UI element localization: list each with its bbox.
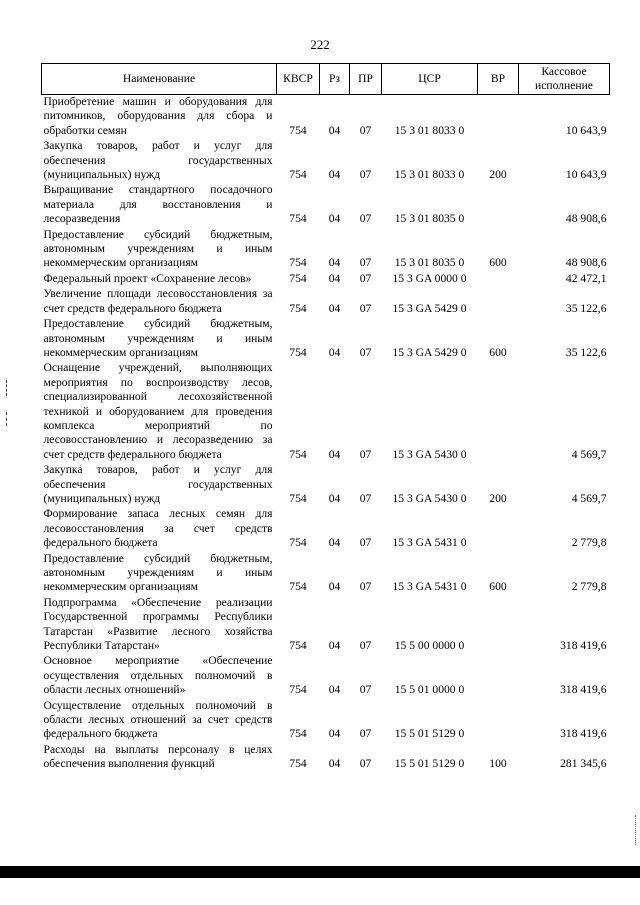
- scan-bottom-edge: [0, 866, 640, 878]
- cell-vr: [478, 95, 519, 140]
- cell-rz: 04: [328, 271, 341, 285]
- cell-rz: 04: [328, 757, 341, 771]
- cell-kvsr: 754: [289, 301, 307, 315]
- cell-csr: 15 3 01 8035 0: [394, 212, 465, 226]
- cell-csr: 15 3 GA 5430 0: [392, 447, 467, 461]
- cell-name: Выращивание стандартного посадочного материала для восстановления и лесоразведения: [43, 183, 273, 226]
- cell-amount: 48 908,6: [565, 256, 607, 270]
- cell-name: Приобретение машин и оборудования для питомников, оборудования для сбора и обработки семян: [43, 95, 273, 137]
- cell-name: Формирование запаса лесных семян для лесовосстановления за счет средств федерального бюджета: [43, 507, 273, 550]
- cell-kvsr: 754: [289, 757, 307, 771]
- cell-csr: 15 3 GA 5430 0: [392, 491, 467, 505]
- cell-name: Федеральный проект «Сохранение лесов»: [43, 271, 252, 285]
- header-name: Наименование: [42, 64, 277, 95]
- cell-vr: [478, 183, 519, 227]
- cell-kvsr: 754: [289, 168, 307, 182]
- cell-name: Осуществление отдельных полномочий в области лесных отношений за счет средств федерального бюджета: [43, 698, 273, 741]
- cell-csr: 15 5 00 0000 0: [394, 639, 465, 653]
- cell-pr: 07: [359, 683, 372, 697]
- table-row: [42, 228, 610, 272]
- cell-vr: [478, 699, 519, 743]
- cell-csr: 15 3 01 8033 0: [394, 123, 465, 137]
- header-amount: Кассовое исполнение: [519, 64, 610, 95]
- cell-csr: 15 3 GA 0000 0: [392, 271, 467, 285]
- table-row: [42, 463, 610, 507]
- cell-amount: 281 345,6: [560, 757, 607, 771]
- cell-kvsr: 754: [289, 727, 307, 741]
- header-rz: Рз: [320, 64, 350, 95]
- cell-rz: 04: [328, 639, 341, 653]
- table-row: [42, 139, 610, 183]
- cell-rz: 04: [328, 683, 341, 697]
- cell-pr: 07: [359, 491, 372, 505]
- cell-name: Закупка товаров, работ и услуг для обеспечения государственных (муниципальных) нужд: [43, 463, 273, 505]
- cell-pr: 07: [359, 256, 372, 270]
- cell-pr: 07: [359, 727, 372, 741]
- cell-csr: 15 5 01 0000 0: [394, 683, 465, 697]
- cell-amount: 42 472,1: [565, 271, 607, 285]
- table-row: [42, 272, 610, 287]
- cell-vr: 600: [489, 345, 507, 359]
- cell-name: Расходы на выплаты персоналу в целях обеспечения выполнения функций: [43, 742, 273, 771]
- table-header-row: [42, 64, 610, 95]
- cell-vr: [478, 654, 519, 698]
- cell-pr: 07: [359, 447, 372, 461]
- cell-amount: 4 569,7: [571, 491, 607, 505]
- cell-rz: 04: [328, 123, 341, 137]
- cell-amount: 318 419,6: [560, 683, 607, 697]
- cell-name: Подпрограмма «Обеспечение реализации Государственной программы Республики Татарстан «Развитие лесного хозяйства Республики Татарстан»: [43, 595, 273, 653]
- cell-kvsr: 754: [289, 271, 307, 285]
- scan-margin-mark: [6, 380, 7, 396]
- header-vr: ВР: [478, 64, 519, 95]
- table-row: [42, 95, 610, 140]
- cell-pr: 07: [359, 212, 372, 226]
- cell-pr: 07: [359, 345, 372, 359]
- cell-vr: [478, 287, 519, 317]
- table-row: [42, 287, 610, 317]
- header-pr: ПР: [350, 64, 382, 95]
- cell-rz: 04: [328, 168, 341, 182]
- cell-csr: 15 3 01 8035 0: [394, 256, 465, 270]
- cell-csr: 15 3 GA 5429 0: [392, 301, 467, 315]
- table-row: [42, 596, 610, 655]
- table-row: [42, 699, 610, 743]
- cell-amount: 35 122,6: [565, 301, 607, 315]
- cell-name: Оснащение учреждений, выполняющих мероприятия по воспроизводству лесов, специализированной лесохозяйственной техникой и оборудованием для проведения комплекса мероприятий по лесовосстановлению и лесоразведению за счет средств федерального бюджета: [43, 361, 273, 461]
- cell-amount: 48 908,6: [565, 212, 607, 226]
- cell-amount: 10 643,9: [565, 123, 607, 137]
- page-number: 222: [310, 37, 330, 52]
- cell-kvsr: 754: [289, 345, 307, 359]
- cell-rz: 04: [328, 580, 341, 594]
- cell-vr: [478, 361, 519, 463]
- cell-amount: 10 643,9: [565, 168, 607, 182]
- cell-kvsr: 754: [289, 212, 307, 226]
- cell-name: Предоставление субсидий бюджетным, автономным учреждениям и иным некоммерческим организациям: [43, 317, 273, 359]
- cell-rz: 04: [328, 345, 341, 359]
- cell-kvsr: 754: [289, 256, 307, 270]
- cell-rz: 04: [328, 491, 341, 505]
- table-row: [42, 654, 610, 698]
- cell-kvsr: 754: [289, 580, 307, 594]
- budget-table: [41, 63, 610, 773]
- cell-vr: 600: [489, 256, 507, 270]
- cell-pr: 07: [359, 536, 372, 550]
- cell-name: Основное мероприятие «Обеспечение осуществления отдельных полномочий в области лесных отношений»: [43, 654, 273, 697]
- cell-kvsr: 754: [289, 491, 307, 505]
- cell-rz: 04: [328, 536, 341, 550]
- cell-name: Закупка товаров, работ и услуг для обеспечения государственных (муниципальных) нужд: [43, 139, 273, 182]
- cell-vr: 200: [489, 168, 507, 182]
- cell-vr: 100: [489, 757, 507, 771]
- cell-kvsr: 754: [289, 683, 307, 697]
- cell-vr: 600: [489, 580, 507, 594]
- cell-csr: 15 5 01 5129 0: [394, 757, 465, 771]
- table-row: [42, 183, 610, 227]
- cell-pr: 07: [359, 639, 372, 653]
- cell-rz: 04: [328, 256, 341, 270]
- cell-vr: [478, 272, 519, 287]
- cell-amount: 35 122,6: [565, 345, 607, 359]
- cell-csr: 15 3 01 8033 0: [394, 168, 465, 182]
- cell-name: Увеличение площади лесовосстановления за счет средств федерального бюджета: [43, 287, 273, 315]
- cell-kvsr: 754: [289, 123, 307, 137]
- table-row: [42, 552, 610, 596]
- scan-edge-mark: [635, 815, 636, 845]
- cell-vr: 200: [489, 491, 507, 505]
- cell-pr: 07: [359, 168, 372, 182]
- header-kvsr: КВСР: [277, 64, 320, 95]
- cell-pr: 07: [359, 580, 372, 594]
- cell-kvsr: 754: [289, 639, 307, 653]
- cell-kvsr: 754: [289, 447, 307, 461]
- cell-rz: 04: [328, 301, 341, 315]
- cell-amount: 318 419,6: [560, 639, 607, 653]
- cell-pr: 07: [359, 301, 372, 315]
- cell-csr: 15 5 01 5129 0: [394, 727, 465, 741]
- cell-pr: 07: [359, 757, 372, 771]
- cell-name: Предоставление субсидий бюджетным, автономным учреждениям и иным некоммерческим организациям: [43, 227, 273, 270]
- cell-rz: 04: [328, 727, 341, 741]
- scan-margin-mark: [6, 412, 7, 426]
- cell-rz: 04: [328, 212, 341, 226]
- table-row: [42, 507, 610, 551]
- cell-csr: 15 3 GA 5429 0: [392, 345, 467, 359]
- cell-rz: 04: [328, 447, 341, 461]
- table-row: [42, 361, 610, 463]
- cell-amount: 2 779,8: [571, 536, 607, 550]
- cell-amount: 318 419,6: [560, 727, 607, 741]
- table-row: [42, 743, 610, 773]
- cell-name: Предоставление субсидий бюджетным, автономным учреждениям и иным некоммерческим организациям: [43, 551, 273, 594]
- cell-csr: 15 3 GA 5431 0: [392, 536, 467, 550]
- cell-vr: [478, 507, 519, 551]
- cell-amount: 4 569,7: [571, 447, 607, 461]
- cell-pr: 07: [359, 123, 372, 137]
- header-csr: ЦСР: [382, 64, 478, 95]
- cell-pr: 07: [359, 271, 372, 285]
- cell-kvsr: 754: [289, 536, 307, 550]
- table-row: [42, 317, 610, 361]
- cell-vr: [478, 596, 519, 655]
- cell-amount: 2 779,8: [571, 580, 607, 594]
- cell-csr: 15 3 GA 5431 0: [392, 580, 467, 594]
